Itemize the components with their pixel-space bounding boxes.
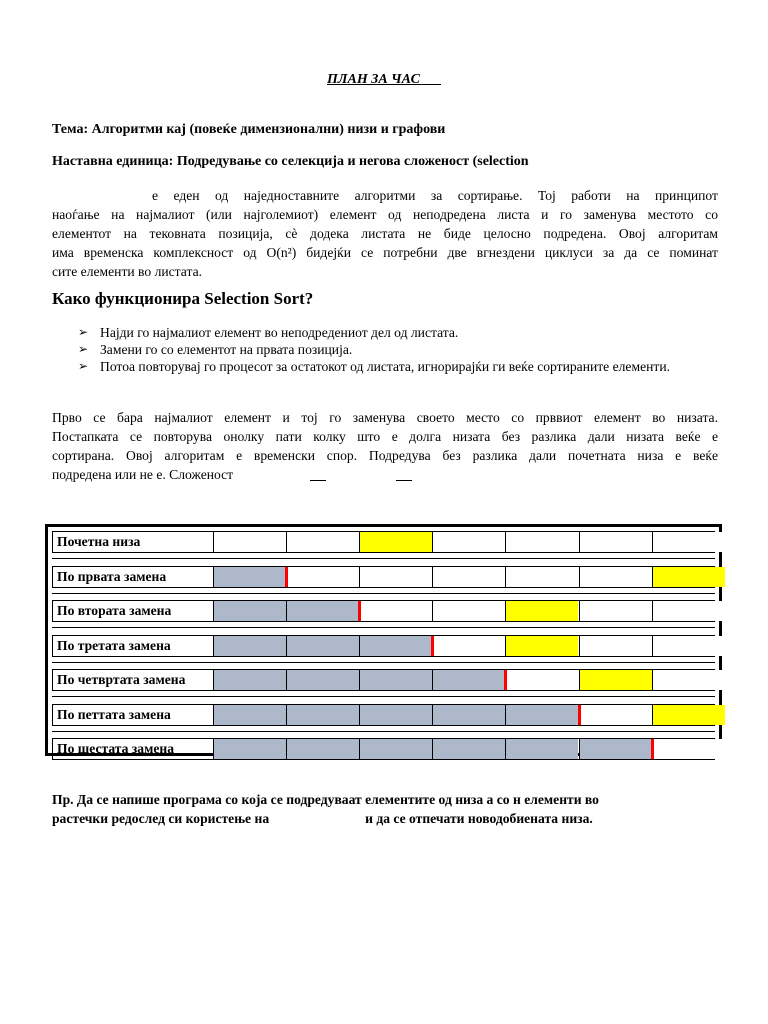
sorted-cell [286,601,359,621]
row-label: По петтата замена [57,706,171,722]
arrow-bullet-icon: ➢ [78,342,89,356]
sorted-cell [286,739,359,759]
array-cell [432,532,505,552]
exercise-line: Пр. Да се напише програма со која се подредуваат елементите од низа а со н елементи во [52,792,599,807]
array-cell [505,567,578,587]
step-text: Замени го со елементот на првата позиција. [100,342,353,357]
array-cell [579,567,652,587]
array-cell [652,532,725,552]
sorted-cell [579,739,652,759]
minimum-cell [652,705,725,725]
description-paragraph [52,408,718,484]
sorted-boundary-marker [285,567,288,587]
array-cell [359,567,432,587]
exercise-text-part: и да се отпечати новодобиената низа. [365,811,593,826]
sorted-cell [286,636,359,656]
row-separator [52,627,715,628]
sorted-cell [213,567,286,587]
array-cell [505,532,578,552]
sorted-cell [505,739,578,759]
row-separator [52,662,715,663]
table-row [52,635,715,657]
minimum-cell [579,670,652,690]
sorted-cell [286,705,359,725]
minimum-cell [359,532,432,552]
page-title: ПЛАН ЗА ЧАС [327,72,441,87]
paragraph-line: Постапката се повторува онолку пати колку што е долга низата без разлика дали низата веќе е [52,429,718,444]
array-cell [652,636,725,656]
row-label: По втората замена [57,603,172,618]
sorted-cell [359,705,432,725]
sorted-cell [213,705,286,725]
list-item [78,341,718,358]
minimum-cell [652,567,725,587]
array-cell [505,670,578,690]
array-cell [652,739,725,759]
steps-list [78,324,718,375]
sorted-cell [213,739,286,759]
intro-line: има временска комплексност од O(n²) бидејќи се потребни две вгнездени циклуси за да се поминат [52,245,718,260]
arrow-bullet-icon: ➢ [78,325,89,339]
paragraph-line: сортирана. Овој алгоритам е временски спор. Подредува без разлика дали почетната низа е веќе [52,448,718,463]
sorted-cell [359,670,432,690]
blank-underline [396,480,412,481]
sorted-cell [359,636,432,656]
table-row [52,600,715,622]
sorted-cell [359,739,432,759]
array-cell [579,532,652,552]
sorted-boundary-marker [578,705,581,725]
array-cell [579,636,652,656]
step-text: Најди го најмалиот елемент во неподредениот дел од листата. [100,325,459,340]
intro-line: е еден од наједноставните алгоритми за сортирање. Тој работи на принципот [152,188,718,203]
list-item [78,324,718,341]
array-cell [652,670,725,690]
section-heading: Како функционира Selection Sort? [52,289,314,308]
table-row [52,531,715,553]
row-separator [52,593,715,594]
sorted-boundary-marker [431,636,434,656]
step-text: Потоа повторувај го процесот за остатокот од листата, игнорирајќи ги веќе сортираните елементи. [100,359,670,374]
intro-line: сите елементи во листата. [52,264,202,279]
teaching-unit-line: Наставна единица: Подредување со селекција и негова сложеност (selection [52,154,529,169]
array-cell [213,532,286,552]
array-cell [652,601,725,621]
sorted-cell [432,670,505,690]
array-cell [286,532,359,552]
intro-paragraph [52,186,718,281]
selection-sort-table [45,524,722,756]
table-row [52,704,715,726]
intro-line: елементот на тековната позиција, сè додека листата не биде целосно подредена. Овој алгоритам [52,226,718,241]
exercise-text [52,790,718,828]
minimum-cell [505,636,578,656]
row-separator [52,558,715,559]
exercise-line [52,809,718,828]
sorted-cell [213,601,286,621]
sorted-boundary-marker [504,670,507,690]
table-row [52,669,715,691]
sorted-cell [505,705,578,725]
topic-line: Тема: Алгоритми кај (повеќе димензионални) низи и графови [52,122,446,137]
minimum-cell [505,601,578,621]
array-cell [432,567,505,587]
sorted-cell [432,705,505,725]
row-label: По првата замена [57,568,167,584]
sorted-cell [213,636,286,656]
array-cell [286,567,359,587]
paragraph-line: подредена или не е. Сложеност [52,467,234,482]
intro-line: наоѓање на најмалиот (или најголемиот) елемент од неподредена листа и го заменува местото со [52,207,718,222]
array-cell [579,705,652,725]
blank-underline [310,480,326,481]
sorted-cell [432,739,505,759]
exercise-text-part: растечки редослед си користење на [52,811,270,826]
table-row [52,566,715,588]
array-cell [432,601,505,621]
list-item [78,358,718,375]
sorted-cell [213,670,286,690]
array-cell [432,636,505,656]
row-label: По третата замена [57,637,171,653]
sorted-cell [286,670,359,690]
row-separator [52,731,715,732]
row-label: По шестата замена [57,741,174,756]
row-separator [52,696,715,697]
array-cell [579,601,652,621]
row-label: По четвртата замена [57,672,186,687]
arrow-bullet-icon: ➢ [78,359,89,373]
sorted-boundary-marker [358,601,361,621]
paragraph-line: Прво се бара најмалиот елемент и тој го заменува своето место со прввиот елемент во низата. [52,410,718,425]
sorted-boundary-marker [651,739,654,759]
table-row [52,738,715,760]
row-label: Почетна низа [57,534,141,549]
array-cell [359,601,432,621]
